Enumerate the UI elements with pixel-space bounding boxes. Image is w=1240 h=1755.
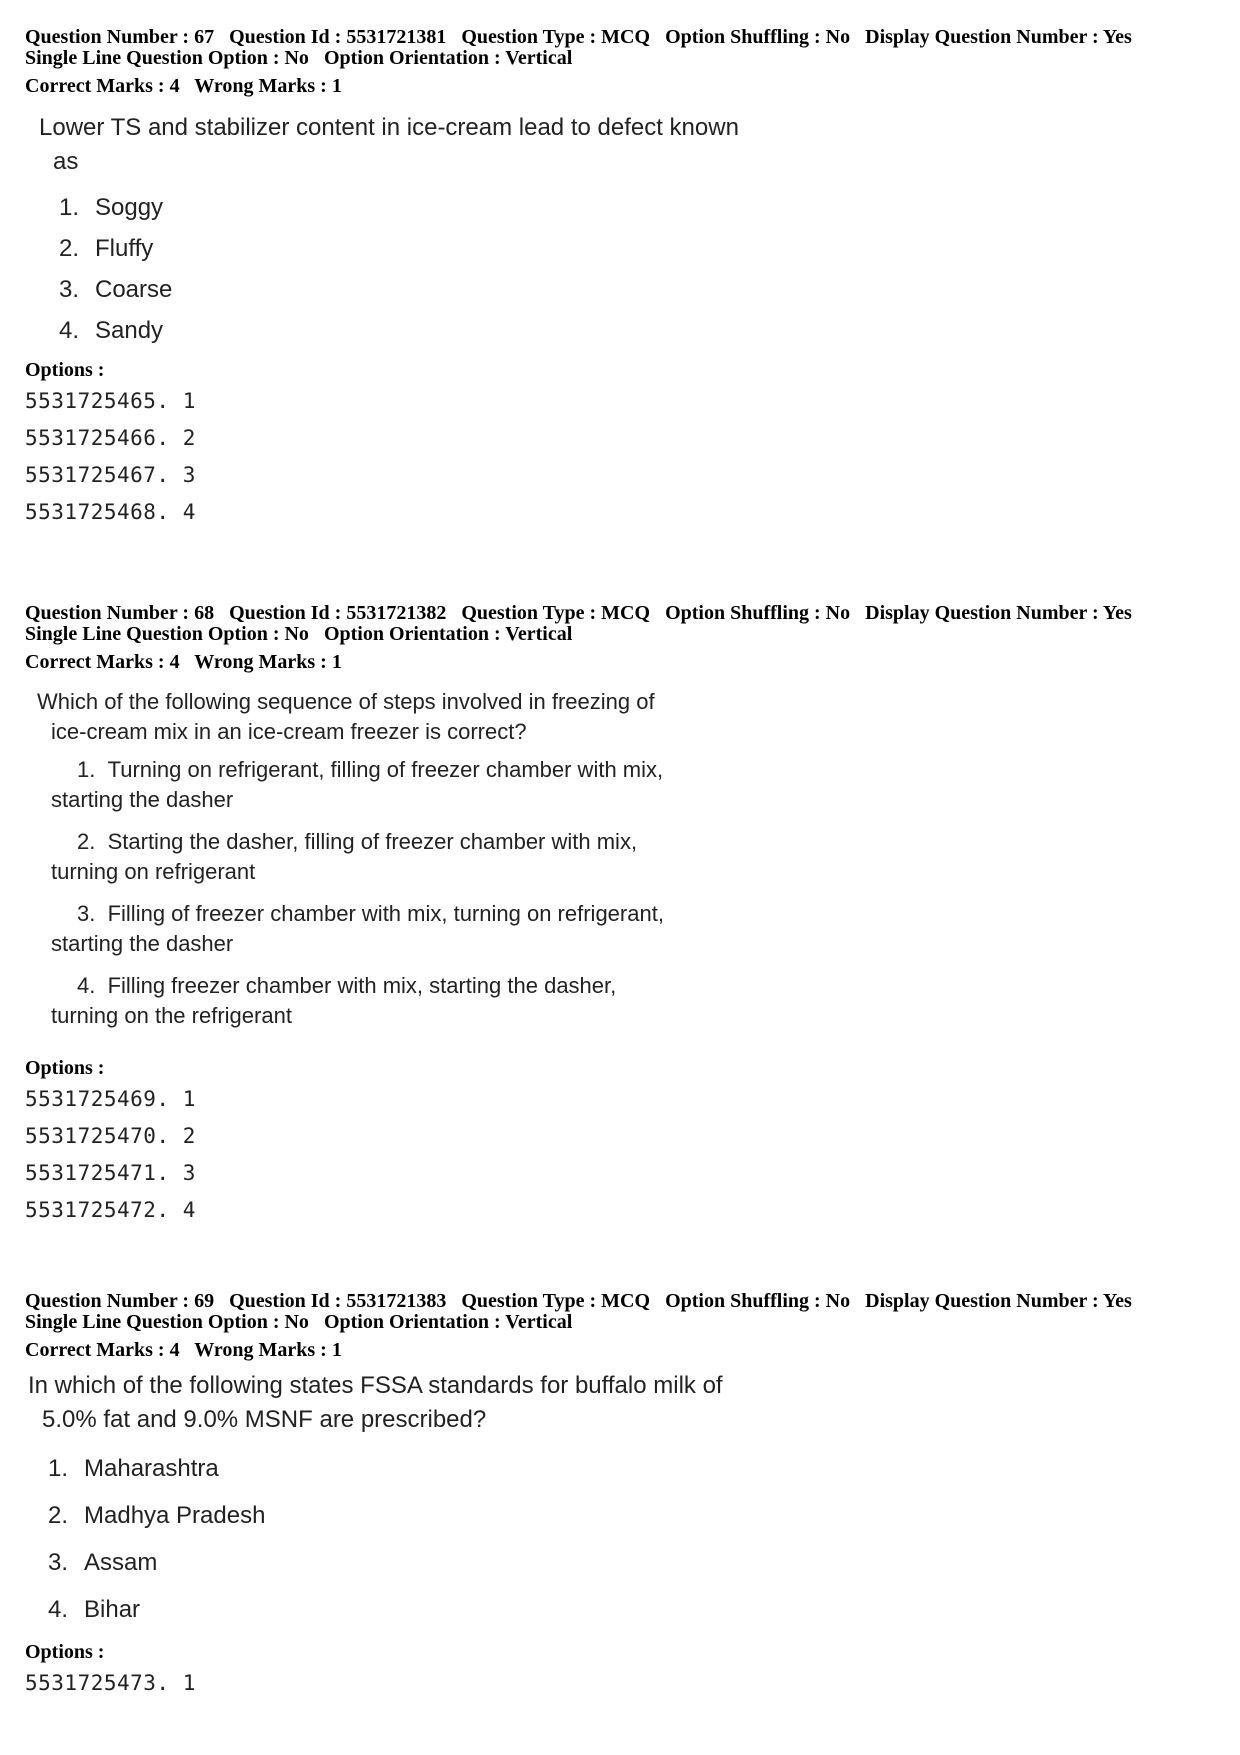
question-stem: Which of the following sequence of steps involved in freezing of ice-cream mix in an ice-cream freezer is correct? <box>37 689 655 744</box>
question-image-68 <box>25 687 1215 1031</box>
option-id: 5531725469. 1 <box>25 1087 196 1111</box>
question-block-68 <box>25 603 1215 1229</box>
question-marks: Correct Marks : 4 Wrong Marks : 1 <box>25 1339 342 1361</box>
question-image-69 <box>25 1369 1215 1633</box>
options-label: Options : <box>25 1057 105 1079</box>
choice-list <box>39 187 1215 351</box>
choice-list <box>37 755 1215 1031</box>
option-id: 5531725473. 1 <box>25 1671 196 1695</box>
question-meta-line1: Question Number : 67 Question Id : 5531721381 Question Type : MCQ Option Shuffling : No Display Question Number : Yes <box>25 26 1132 48</box>
option-id: 5531725471. 3 <box>25 1161 196 1185</box>
option-id-list <box>25 1081 1215 1229</box>
question-block-67 <box>25 27 1215 531</box>
option-id-list <box>25 383 1215 531</box>
question-image-67 <box>25 111 1215 351</box>
question-stem: In which of the following states FSSA standards for buffalo milk of 5.0% fat and 9.0% MSNF are prescribed? <box>28 1372 723 1433</box>
choice-item: 4. Bihar <box>47 1596 141 1623</box>
choice-item: 1. Turning on refrigerant, filling of freezer chamber with mix, starting the dasher <box>51 757 664 812</box>
choice-item: 3. Filling of freezer chamber with mix, turning on refrigerant, starting the dasher <box>51 901 664 956</box>
choice-item: 2. Fluffy <box>58 235 154 262</box>
choice-item: 2. Starting the dasher, filling of freezer chamber with mix, turning on refrigerant <box>51 829 638 884</box>
option-id: 5531725465. 1 <box>25 389 196 413</box>
question-meta-line1: Question Number : 69 Question Id : 5531721383 Question Type : MCQ Option Shuffling : No Display Question Number : Yes <box>25 1290 1132 1312</box>
question-meta-line2: Single Line Question Option : No Option Orientation : Vertical <box>25 623 573 645</box>
choice-item: 2. Madhya Pradesh <box>47 1502 266 1529</box>
choice-list <box>28 1445 1215 1633</box>
choice-item: 1. Maharashtra <box>47 1455 219 1482</box>
choice-item: 1. Soggy <box>58 194 164 221</box>
question-marks: Correct Marks : 4 Wrong Marks : 1 <box>25 75 342 97</box>
question-meta-line1: Question Number : 68 Question Id : 5531721382 Question Type : MCQ Option Shuffling : No Display Question Number : Yes <box>25 602 1132 624</box>
options-label: Options : <box>25 359 105 381</box>
question-marks: Correct Marks : 4 Wrong Marks : 1 <box>25 651 342 673</box>
option-id: 5531725470. 2 <box>25 1124 196 1148</box>
question-block-69 <box>25 1291 1215 1702</box>
choice-item: 4. Sandy <box>58 317 164 344</box>
option-id-list <box>25 1665 1215 1702</box>
choice-item: 3. Assam <box>47 1549 158 1576</box>
option-id: 5531725467. 3 <box>25 463 196 487</box>
question-meta-line2: Single Line Question Option : No Option Orientation : Vertical <box>25 1311 573 1333</box>
option-id: 5531725468. 4 <box>25 500 196 524</box>
choice-item: 4. Filling freezer chamber with mix, starting the dasher, turning on the refrigerant <box>51 973 617 1028</box>
question-stem: Lower TS and stabilizer content in ice-cream lead to defect known as <box>39 114 739 175</box>
question-meta-line2: Single Line Question Option : No Option Orientation : Vertical <box>25 47 573 69</box>
option-id: 5531725466. 2 <box>25 426 196 450</box>
choice-item: 3. Coarse <box>58 276 173 303</box>
option-id: 5531725472. 4 <box>25 1198 196 1222</box>
options-label: Options : <box>25 1641 105 1663</box>
